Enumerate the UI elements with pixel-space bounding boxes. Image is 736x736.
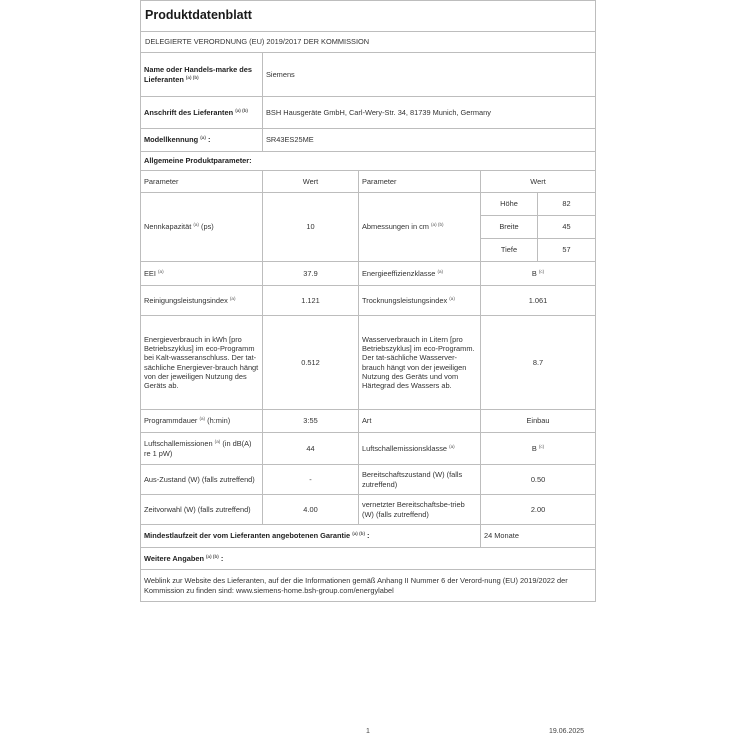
water-consumption-value: 8.7 [481,316,596,410]
further-info-footnote: (a) (b) [206,553,219,559]
drying-index-value: 1.061 [481,286,596,316]
warranty-label: Mindestlaufzeit der vom Lieferanten angebotenen Garantie $^{(a) (b)}$ : [141,525,481,548]
regulation-title: DELEGIERTE VERORDNUNG (EU) 2019/2017 DER KOMMISSION [141,32,596,53]
capacity-label: Nennkapazität $^{(a)}$ (ps) [141,193,263,262]
dimensions-label: Abmessungen in cm $^{(a) (b)}$ [359,193,481,262]
networked-standby-label: vernetzter Bereitschaftsbe-trieb (W) (falls zutreffend) [359,495,481,525]
energy-class-value-footnote: (c) [538,268,545,274]
capacity-value: 10 [263,193,359,262]
page-number: 1 [366,728,370,735]
energy-consumption-value: 0.512 [263,316,359,410]
cleaning-index-label: Reinigungsleistungsindex $^{(a)}$ [141,286,263,316]
energy-consumption-label: Energieverbrauch in kWh [pro Betriebszyklus] im eco-Programm bei Kalt-wasseranschluss. Der tat-sächliche Energiever-brauch hängt von der jeweiligen Nutzung des Geräts ab. [141,316,263,410]
type-label: Art [359,410,481,433]
header-parameter-1: Parameter [141,171,263,193]
header-value-2: Wert [481,171,596,193]
product-datasheet [140,0,595,602]
networked-standby-value: 2.00 [481,495,596,525]
drying-index-footnote: (a) [449,295,455,301]
warranty-footnote: (a) (b) [352,531,365,537]
supplier-address-footnote: (a) (b) [235,107,248,113]
drying-index-label: Trocknungsleistungsindex $^{(a)}$ [359,286,481,316]
cleaning-index-value: 1.121 [263,286,359,316]
noise-label: Luftschallemissionen $^{(a)}$ (in dB(A) re 1 pW) [141,433,263,465]
standby-value: 0.50 [481,465,596,495]
energy-class-label: Energieeffizienzklasse $^{(a)}$ [359,262,481,286]
eei-label: EEI $^{(a)}$ [141,262,263,286]
eei-value: 37.9 [263,262,359,286]
supplier-name-label: Name oder Handels-marke des Lieferanten $^{(a) (b)}$ [141,53,263,97]
model-label: Modellkennung $^{(a)}$ : [141,129,263,152]
general-params-heading: Allgemeine Produktparameter: [141,152,596,171]
capacity-footnote: (a) [193,222,199,228]
eei-footnote: (a) [157,268,164,274]
model-value: SR43ES25ME [263,129,596,152]
dimension-width-label: Breite [481,216,538,239]
dimension-height-label: Höhe [481,193,538,216]
standby-label: Bereitschaftszustand (W) (falls zutreffend) [359,465,481,495]
print-date: 19.06.2025 [549,728,585,735]
noise-class-value: B $^{(c)}$ [481,433,596,465]
further-info-heading: Weitere Angaben $^{(a) (b)}$ : [141,548,596,570]
dimension-width-value: 45 [538,216,596,239]
model-footnote: (a) [200,135,206,141]
noise-value: 44 [263,433,359,465]
delay-start-label: Zeitvorwahl (W) (falls zutreffend) [141,495,263,525]
cleaning-index-footnote: (a) [229,295,236,301]
supplier-address-value: BSH Hausgeräte GmbH, Carl-Wery-Str. 34, 81739 Munich, Germany [263,97,596,129]
delay-start-value: 4.00 [263,495,359,525]
weblink-text: Weblink zur Website des Lieferanten, auf der die Informationen gemäß Anhang II Nummer 6 der Verord-nung (EU) 2019/2022 der Kommission zu finden sind: www.siemens-home.bsh-group.com/energylabel [141,570,596,602]
energy-class-value: B $^{(c)}$ [481,262,596,286]
dimension-height-value: 82 [538,193,596,216]
noise-class-label: Luftschallemissionsklasse $^{(a)}$ [359,433,481,465]
dimension-depth-label: Tiefe [481,239,538,262]
type-value: Einbau [481,410,596,433]
supplier-name-value: Siemens [263,53,596,97]
off-mode-label: Aus-Zustand (W) (falls zutreffend) [141,465,263,495]
water-consumption-label: Wasserverbrauch in Litern [pro Betriebszyklus] im eco-Programm. Der tat-sächliche Wasserver-brauch hängt von der jeweiligen Nutzung des Geräts und vom Härtegrad des Wassers ab. [359,316,481,410]
dimensions-footnote: (a) (b) [431,222,444,228]
supplier-name-footnote: (a) (b) [185,74,199,80]
noise-footnote: (a) [214,439,221,445]
page-title: Produktdatenblatt [141,1,596,32]
program-duration-footnote: (a) [199,416,206,422]
warranty-value: 24 Monate [481,525,596,548]
noise-class-value-footnote: (c) [538,443,545,449]
header-parameter-2: Parameter [359,171,481,193]
off-mode-value: - [263,465,359,495]
dimension-depth-value: 57 [538,239,596,262]
supplier-address-label: Anschrift des Lieferanten $^{(a) (b)}$ [141,97,263,129]
datasheet-table [140,0,596,602]
program-duration-value: 3:55 [263,410,359,433]
noise-class-footnote: (a) [449,443,455,449]
program-duration-label: Programmdauer $^{(a)}$ (h:min) [141,410,263,433]
energy-class-footnote: (a) [437,268,444,274]
header-value-1: Wert [263,171,359,193]
